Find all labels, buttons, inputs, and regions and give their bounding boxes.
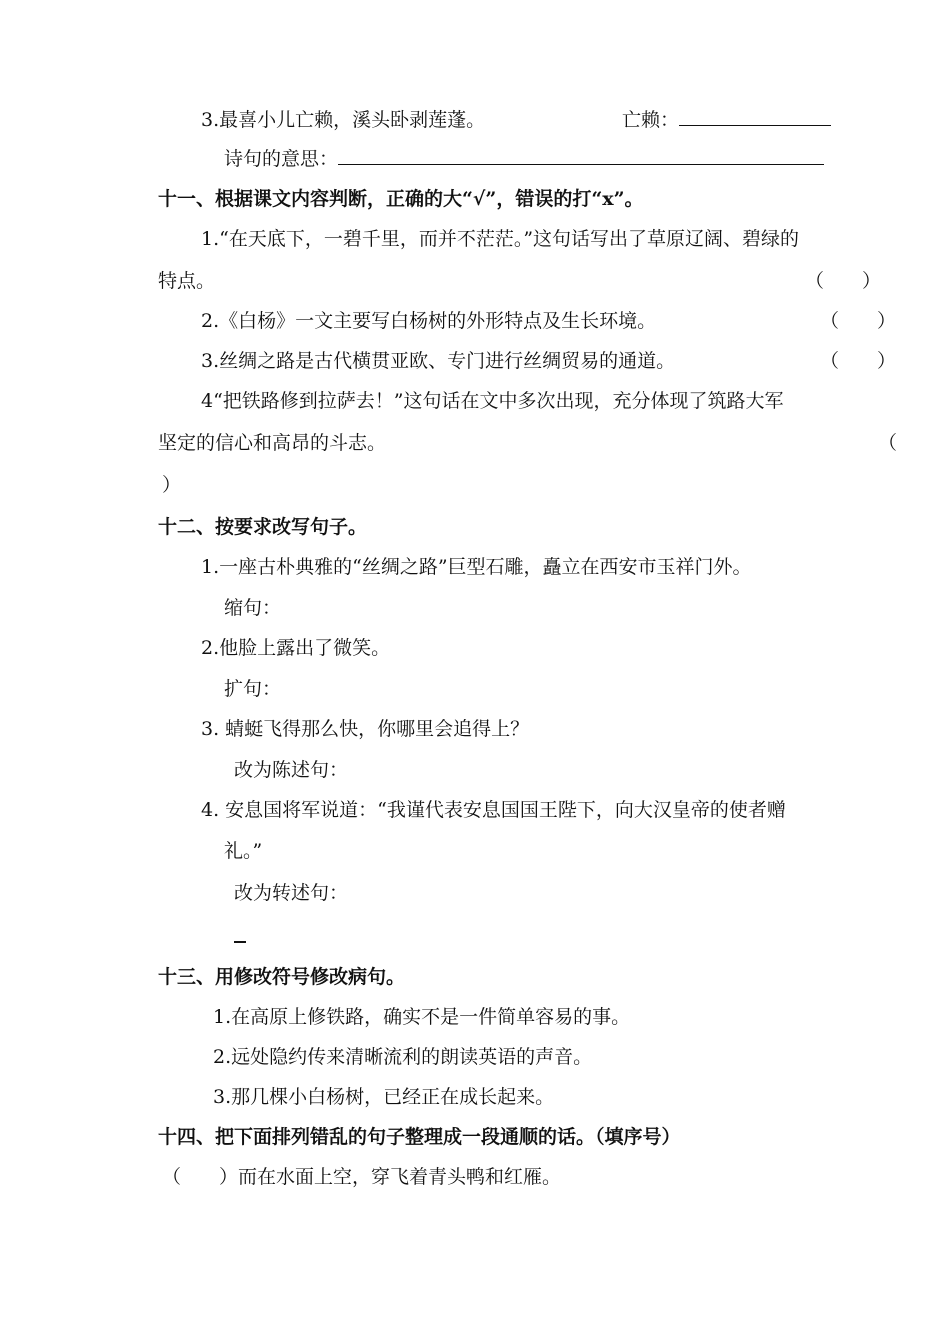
judge-q1-line1: 1.“在天底下，一碧千里，而并不茫茫。”这句话写出了草原辽阔、碧绿的 [201, 228, 800, 250]
term-label: 亡赖： [622, 109, 680, 131]
correct-q1: 1.在高原上修铁路，确实不是一件简单容易的事。 [213, 1006, 631, 1028]
correct-q3: 3.那几棵小白杨树，已经正在成长起来。 [213, 1086, 555, 1108]
rewrite-q3: 3. 蜻蜓飞得那么快，你哪里会追得上？ [201, 718, 530, 740]
judge-q4-paren-close: ） [162, 474, 182, 496]
rewrite-q4-task: 改为转述句： [234, 882, 349, 904]
judge-q4-paren-open[interactable]: （ [878, 432, 898, 454]
poem-question-3 [201, 107, 485, 133]
judge-q4-line1: 4“把铁路修到拉萨去！”这句话在文中多次出现，充分体现了筑路大军 [201, 390, 784, 412]
correct-q2: 2.远处隐约传来清晰流利的朗读英语的声音。 [213, 1046, 593, 1068]
rewrite-q1-task: 缩句： [224, 597, 282, 619]
judge-q2-answer-box[interactable]: （ ） [820, 310, 897, 332]
rewrite-q4-line2: 礼。” [224, 840, 263, 862]
order-sentence-1 [162, 1164, 561, 1190]
judge-q3-answer-box[interactable]: （ ） [820, 350, 897, 372]
rewrite-q1: 1.一座古朴典雅的“丝绸之路”巨型石雕，矗立在西安市玉祥门外。 [201, 556, 752, 578]
rewrite-q3-task: 改为陈述句： [234, 759, 349, 781]
judge-q1-answer-box[interactable]: （ ） [805, 270, 882, 292]
poem-line: 3.最喜小儿亡赖，溪头卧剥莲蓬。 [201, 109, 486, 131]
poem-meaning [224, 146, 824, 172]
rewrite-q2: 2.他脸上露出了微笑。 [201, 637, 391, 659]
rewrite-q4-answer-mark[interactable] [234, 941, 246, 943]
section-12-heading: 十二、按要求改写句子。 [158, 516, 368, 538]
order-sentence-text: 而在水面上空，穿飞着青头鸭和红雁。 [238, 1166, 562, 1188]
meaning-label: 诗句的意思： [224, 148, 339, 170]
judge-q3: 3.丝绸之路是古代横贯亚欧、专门进行丝绸贸易的通道。 [201, 350, 676, 372]
term-wanglai [622, 107, 831, 133]
judge-q4-line2: 坚定的信心和高昂的斗志。 [158, 432, 387, 454]
term-answer-blank[interactable] [679, 107, 831, 126]
section-11-heading: 十一、根据课文内容判断，正确的大“√”，错误的打“x”。 [158, 188, 644, 210]
judge-q1-line2: 特点。 [158, 270, 216, 292]
rewrite-q4-line1: 4. 安息国将军说道：“我谨代表安息国国王陛下，向大汉皇帝的使者赠 [201, 799, 786, 821]
rewrite-q2-task: 扩句： [224, 678, 282, 700]
judge-q2: 2.《白杨》一文主要写白杨树的外形特点及生长环境。 [201, 310, 657, 332]
section-14-heading: 十四、把下面排列错乱的句子整理成一段通顺的话。（填序号） [158, 1126, 681, 1148]
meaning-answer-blank[interactable] [338, 146, 824, 165]
order-answer-box[interactable]: （ ） [162, 1166, 239, 1188]
section-13-heading: 十三、用修改符号修改病句。 [158, 966, 406, 988]
